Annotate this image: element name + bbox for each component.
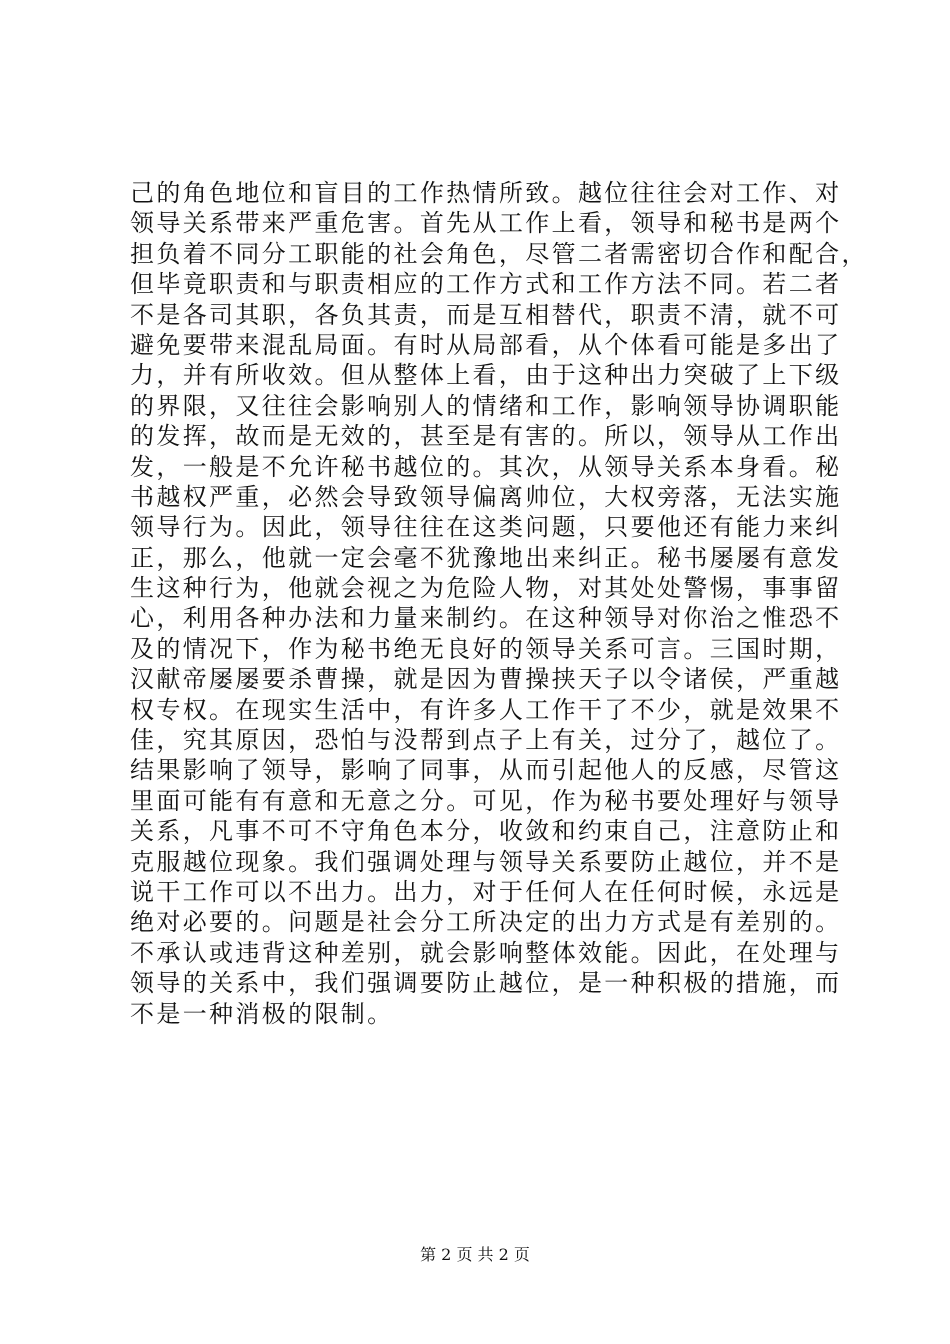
text-line: 说干工作可以不出力。出力，对于任何人在任何时候，永远是	[130, 877, 842, 906]
text-line: 领导关系带来严重危害。首先从工作上看，领导和秘书是两个	[130, 209, 842, 238]
page-number-label: 第 2 页 共 2 页	[420, 1245, 530, 1264]
text-line: 汉献帝屡屡要杀曹操，就是因为曹操挟天子以令诸侯，严重越	[130, 665, 842, 694]
text-line: 心，利用各种办法和力量来制约。在这种领导对你治之惟恐不	[130, 604, 842, 633]
text-line: 及的情况下，作为秘书绝无良好的领导关系可言。三国时期，	[130, 634, 842, 663]
text-line: 避免要带来混乱局面。有时从局部看，从个体看可能是多出了	[130, 330, 842, 359]
text-line: 克服越位现象。我们强调处理与领导关系要防止越位，并不是	[130, 847, 842, 876]
text-line: 结果影响了领导，影响了同事，从而引起他人的反感，尽管这	[130, 756, 842, 785]
text-line: 担负着不同分工职能的社会角色，尽管二者需密切合作和配合，	[130, 239, 868, 268]
text-line: 力，并有所收效。但从整体上看，由于这种出力突破了上下级	[130, 361, 842, 390]
text-line: 佳，究其原因，恐怕与没帮到点子上有关，过分了，越位了。	[130, 726, 842, 755]
page-footer	[0, 1245, 950, 1265]
text-line: 正，那么，他就一定会毫不犹豫地出来纠正。秘书屡屡有意发	[130, 543, 842, 572]
text-line: 不是一种消极的限制。	[130, 999, 394, 1028]
text-line: 书越权严重，必然会导致领导偏离帅位，大权旁落，无法实施	[130, 482, 842, 511]
text-line: 领导行为。因此，领导往往在这类问题，只要他还有能力来纠	[130, 513, 842, 542]
text-line: 绝对必要的。问题是社会分工所决定的出力方式是有差别的。	[130, 908, 842, 937]
text-line: 不是各司其职，各负其责，而是互相替代，职责不清，就不可	[130, 300, 842, 329]
text-line: 关系，凡事不可不守角色本分，收敛和约束自己，注意防止和	[130, 817, 842, 846]
text-line: 的发挥，故而是无效的，甚至是有害的。所以，领导从工作出	[130, 422, 842, 451]
text-line: 里面可能有有意和无意之分。可见，作为秘书要处理好与领导	[130, 786, 842, 815]
text-line: 权专权。在现实生活中，有许多人工作干了不少，就是效果不	[130, 695, 842, 724]
text-line: 发，一般是不允许秘书越位的。其次，从领导关系本身看。秘	[130, 452, 842, 481]
text-line: 己的角色地位和盲目的工作热情所致。越位往往会对工作、对	[130, 179, 842, 207]
text-line: 生这种行为，他就会视之为危险人物，对其处处警惕，事事留	[130, 574, 842, 603]
text-line: 不承认或违背这种差别，就会影响整体效能。因此，在处理与	[130, 938, 842, 967]
text-line: 但毕竟职责和与职责相应的工作方式和工作方法不同。若二者	[130, 270, 842, 299]
text-line: 的界限，又往往会影响别人的情绪和工作，影响领导协调职能	[130, 391, 842, 420]
text-line: 领导的关系中，我们强调要防止越位，是一种积极的措施，而	[130, 969, 842, 998]
body-text	[130, 178, 868, 1029]
